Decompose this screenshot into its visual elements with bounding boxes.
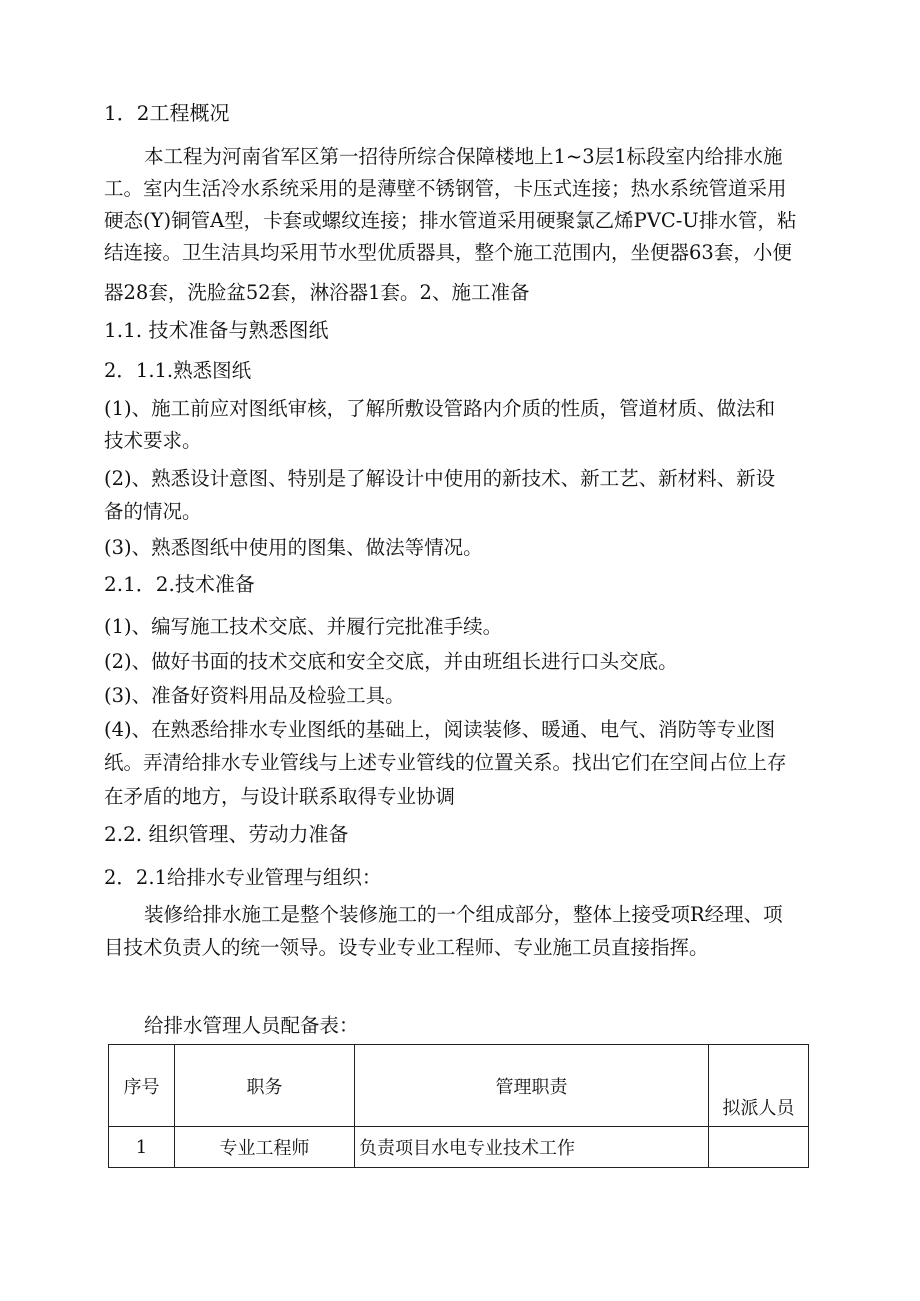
list-item: (4)、在熟悉给排水专业图纸的基础上，阅读装修、暖通、电气、消防等专业图 [104, 718, 776, 741]
list-item: 在矛盾的地方，与设计联系取得专业协调 [104, 785, 456, 808]
table-row [109, 1127, 809, 1168]
cell-role: 专业工程师 [175, 1127, 355, 1168]
paragraph-line: 目技术负责人的统一领导。设专业专业工程师、专业施工员直接指挥。 [104, 936, 709, 959]
list-item: (1)、编写施工技术交底、并履行完批准手续。 [104, 615, 503, 638]
paragraph-line: 工。室内生活冷水系统采用的是薄壁不锈钢管，卡压式连接；热水系统管道采用 [104, 177, 787, 200]
section-title-2-1-1: 2．1.1.熟悉图纸 [104, 359, 252, 382]
list-item: 纸。弄清给排水专业管线与上述专业管线的位置关系。找出它们在空间占位上存 [104, 751, 787, 774]
header-role: 职务 [175, 1045, 355, 1127]
header-duty: 管理职责 [355, 1045, 709, 1127]
section-title-1-1: 1.1. 技术准备与熟悉图纸 [104, 318, 329, 342]
paragraph-line: 装修给排水施工是整个装修施工的一个组成部分，整体上接受项R经理、项 [144, 903, 783, 926]
list-item: (1)、施工前应对图纸审核，了解所敷设管路内介质的性质，管道材质、做法和 [104, 397, 776, 420]
cell-seq: 1 [109, 1127, 175, 1168]
paragraph-line: 硬态(Y)铜管A型，卡套或螺纹连接；排水管道采用硬聚氯乙烯PVC-U排水管，粘 [104, 209, 797, 232]
header-personnel: 拟派人员 [709, 1045, 809, 1127]
paragraph-line: 器28套，洗脸盆52套，淋浴器1套。2、施工准备 [104, 281, 530, 304]
list-item: (2)、熟悉设计意图、特别是了解设计中使用的新技术、新工艺、新材料、新设 [104, 467, 776, 490]
list-item: (3)、准备好资料用品及检验工具。 [104, 684, 405, 707]
header-seq: 序号 [109, 1045, 175, 1127]
table-caption: 给排水管理人员配备表： [144, 1014, 359, 1037]
cell-duty: 负责项目水电专业技术工作 [355, 1127, 709, 1168]
section-title-1-2: 1．2工程概况 [104, 101, 230, 125]
section-title-2-2-1: 2．2.1给排水专业管理与组织： [104, 866, 382, 889]
paragraph-line: 结连接。卫生洁具均采用节水型优质器具，整个施工范围内，坐便器63套，小便 [104, 241, 792, 264]
list-item: (3)、熟悉图纸中使用的图集、做法等情况。 [104, 536, 483, 559]
section-title-2-2: 2.2. 组织管理、劳动力准备 [104, 822, 349, 846]
section-title-2-1-2: 2.1．2.技术准备 [104, 572, 255, 596]
list-item: (2)、做好书面的技术交底和安全交底，并由班组长进行口头交底。 [104, 650, 678, 673]
list-item: 技术要求。 [104, 429, 202, 452]
cell-personnel [709, 1127, 809, 1168]
table-header-row [109, 1045, 809, 1127]
paragraph-line: 本工程为河南省军区第一招待所综合保障楼地上1~3层1标段室内给排水施 [144, 145, 783, 168]
staff-table [108, 1044, 809, 1168]
list-item: 备的情况。 [104, 500, 202, 523]
